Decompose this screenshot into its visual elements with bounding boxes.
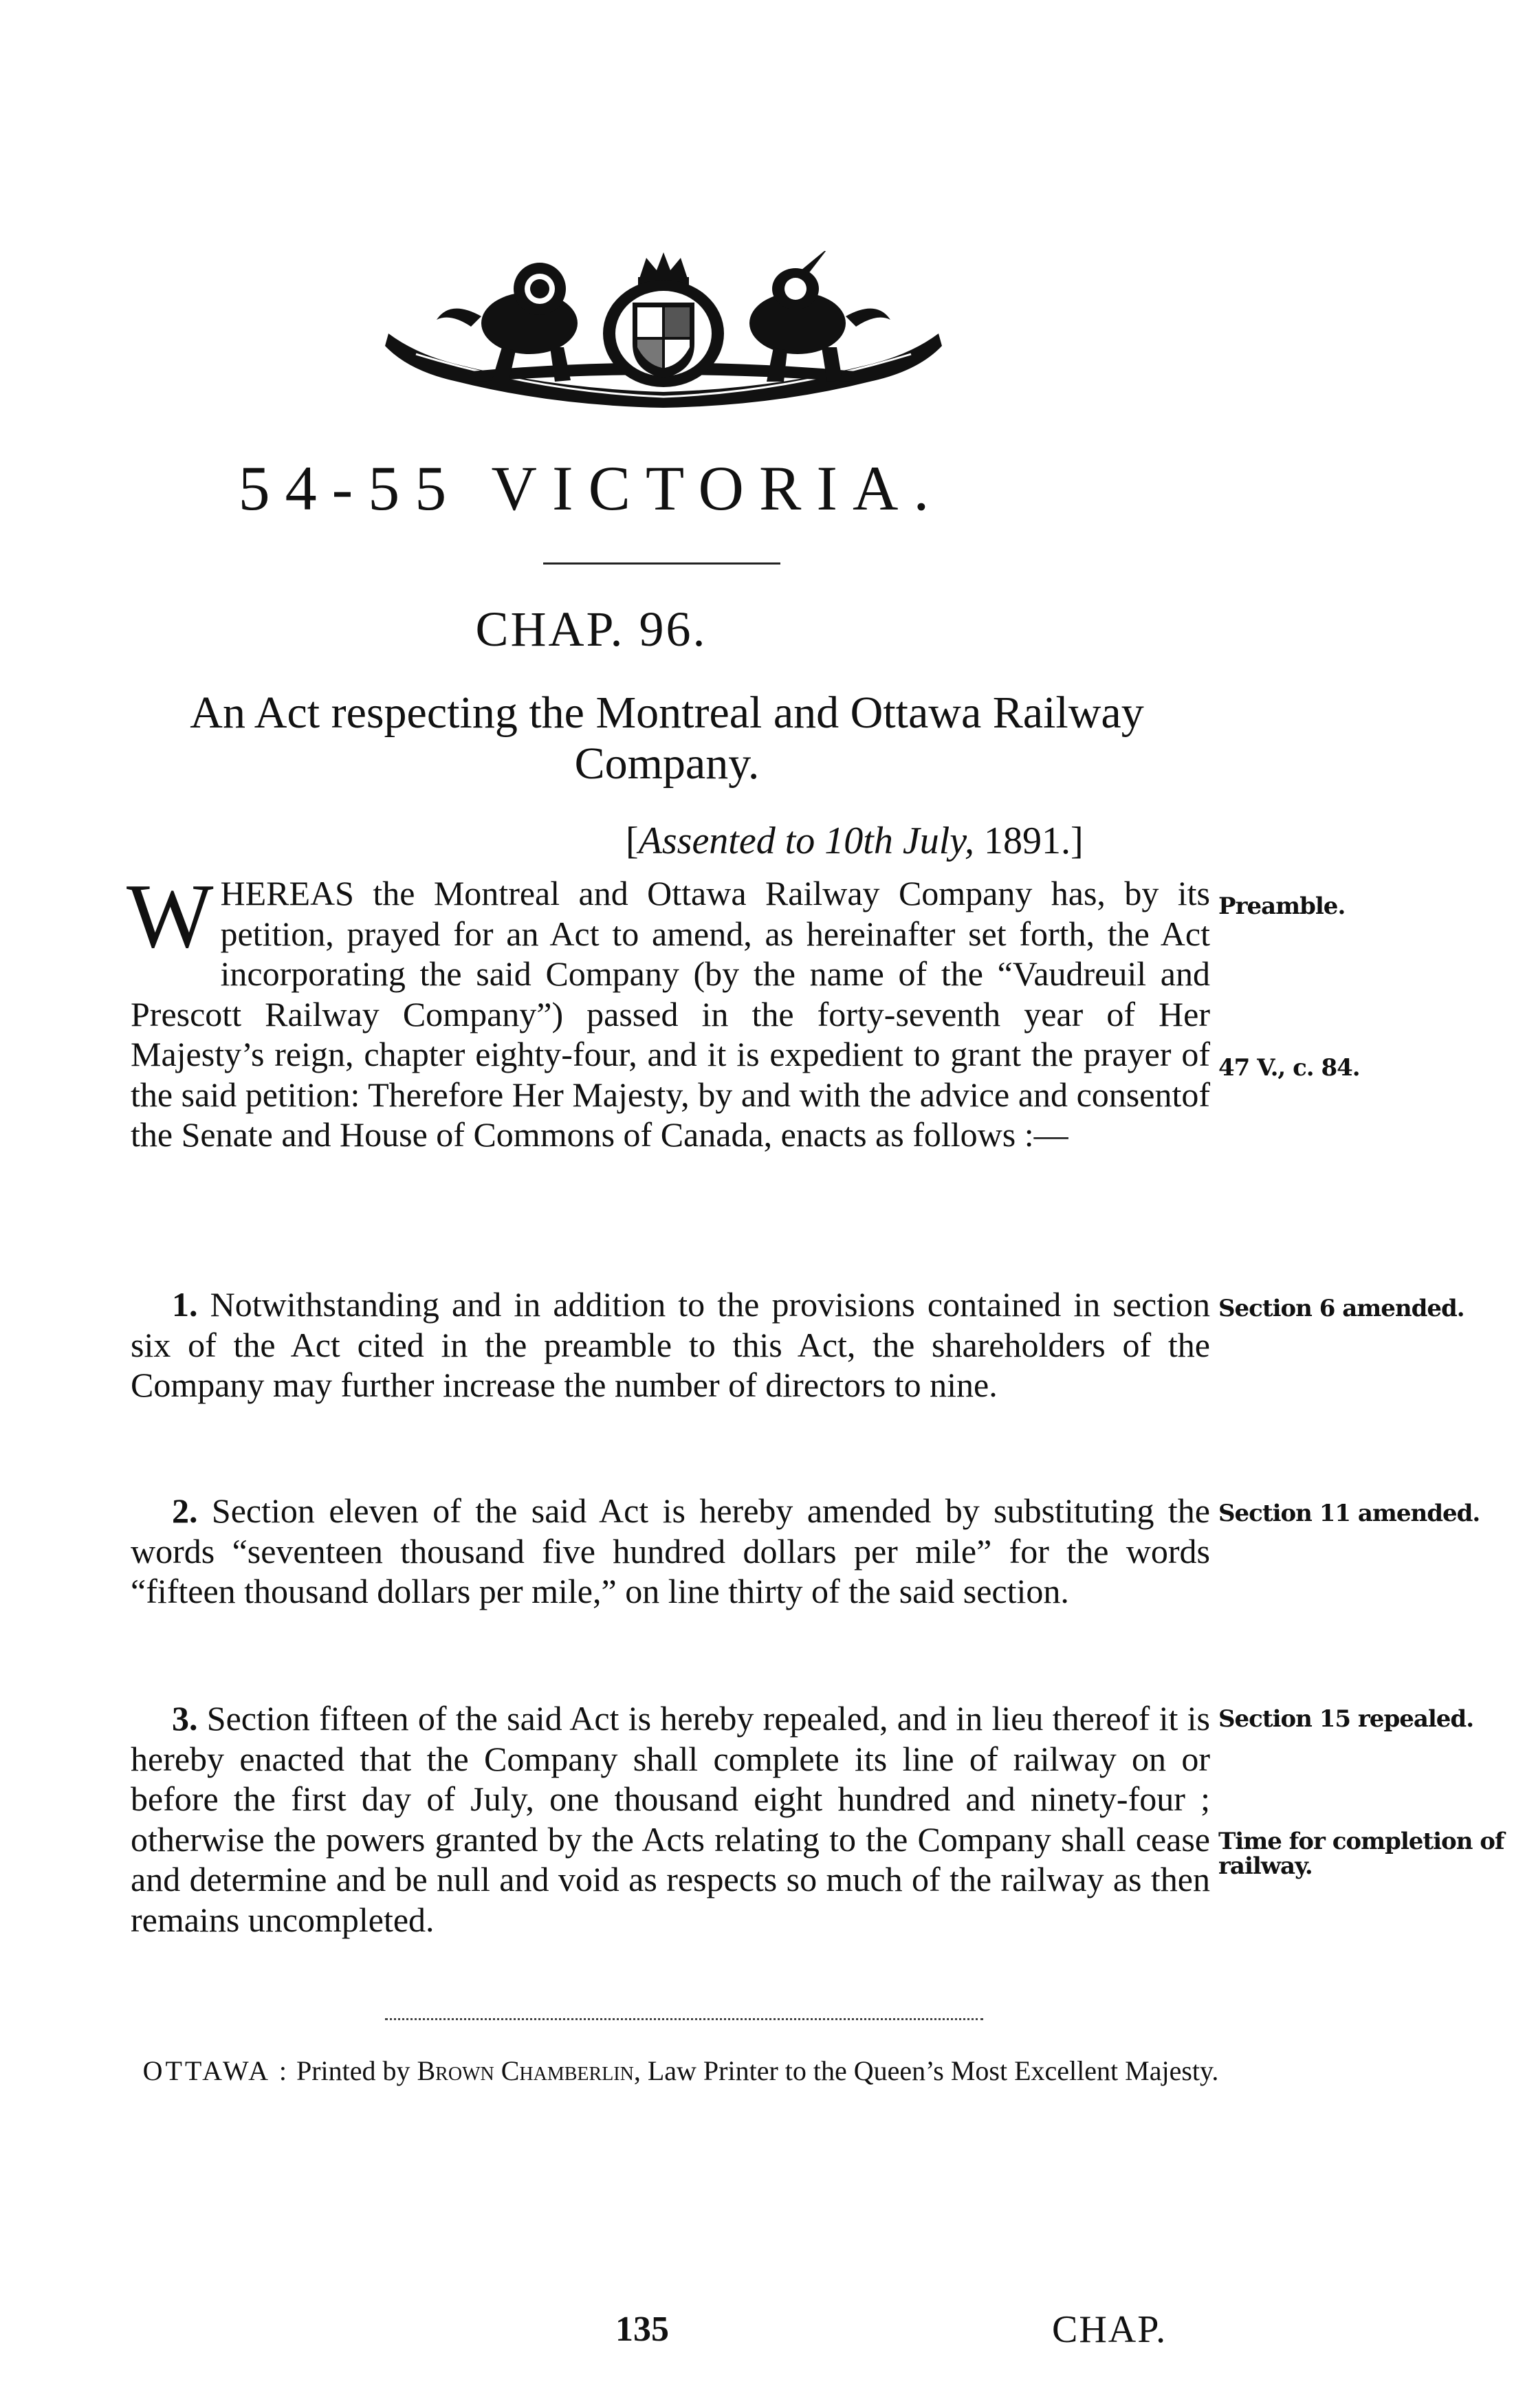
section-text: Section eleven of the said Act is hereby amended by substituting the words “seventeen thousand five hundred dollars per mile” for the words “fifteen thousand dollars per mile,” on line thirty of the said section.: [131, 1491, 1210, 1610]
margin-note-time-for-completion: Time for completion of railway.: [1218, 1828, 1504, 1880]
section-number: 2.: [172, 1491, 198, 1530]
assent-text: Assented to 10th July,: [638, 820, 975, 862]
imprint-printer: Brown Chamberlin,: [417, 2055, 641, 2086]
printer-imprint: [138, 2056, 1224, 2086]
section-3: [131, 1698, 1210, 1940]
margin-note-section-11: Section 11 amended.: [1218, 1500, 1480, 1527]
imprint-rest: Law Printer to the Queen’s Most Excellent Majesty.: [647, 2055, 1219, 2086]
section-number: 1.: [172, 1285, 198, 1324]
page-number: 135: [615, 2310, 669, 2349]
preamble-paragraph: [127, 865, 1210, 1155]
drop-cap: W: [127, 865, 214, 967]
preamble-text: HEREAS the Montreal and Ottawa Railway Company has, by its petition, prayed for an Act to amend, as hereinafter set forth, the Act incorporating the said Company (by the name of the “Vaudreuil and Prescott Railway Company”) passed in the forty-seventh year of Her Majesty’s reign, chapter eighty-four, and it is expedient to grant the prayer of the said petition: Therefore Her Majesty, by and with the advice and consentof the Senate and House of Commons of Canada, enacts as follows :—: [131, 874, 1210, 1154]
section-text: Notwithstanding and in addition to the provisions contained in section six of the Act cited in the preamble to this Act, the shareholders of the Company may further increase the number of directors to nine.: [131, 1285, 1211, 1404]
title-divider: [543, 562, 780, 565]
margin-note-section-15: Section 15 repealed.: [1218, 1705, 1474, 1733]
assent-bracket: [: [626, 820, 639, 862]
act-title: An Act respecting the Montreal and Ottawa Railway Company.: [190, 688, 1144, 789]
section-text: Section fifteen of the said Act is hereby repealed, and in lieu thereof it is hereby enacted that the Company shall complete its line of railway on or before the first day of July, one thousand eight hundred and ninety-four ; otherwise the powers granted by the Acts relating to the Company shall cease and determine and be null and void as respects so much of the railway as then remains uncompleted.: [131, 1699, 1211, 1939]
assent-year: 1891.]: [974, 820, 1084, 862]
margin-note-section-6: Section 6 amended.: [1218, 1295, 1464, 1322]
section-2: [131, 1491, 1210, 1612]
margin-note-preamble: Preamble.: [1218, 893, 1346, 920]
section-1: [131, 1284, 1210, 1405]
footer-divider: [385, 2018, 983, 2020]
imprint-printed-by: Printed by: [296, 2055, 410, 2086]
catchword: CHAP.: [1052, 2308, 1167, 2351]
chapter-heading: CHAP. 96.: [475, 602, 707, 657]
royal-coat-of-arms-emblem: [375, 251, 952, 416]
margin-note-statute: 47 V., c. 84.: [1218, 1054, 1360, 1082]
page-title: 54-55 VICTORIA.: [238, 453, 945, 523]
section-number: 3.: [172, 1699, 198, 1738]
assent-date: [626, 818, 1084, 864]
imprint-city: OTTAWA :: [142, 2055, 289, 2086]
